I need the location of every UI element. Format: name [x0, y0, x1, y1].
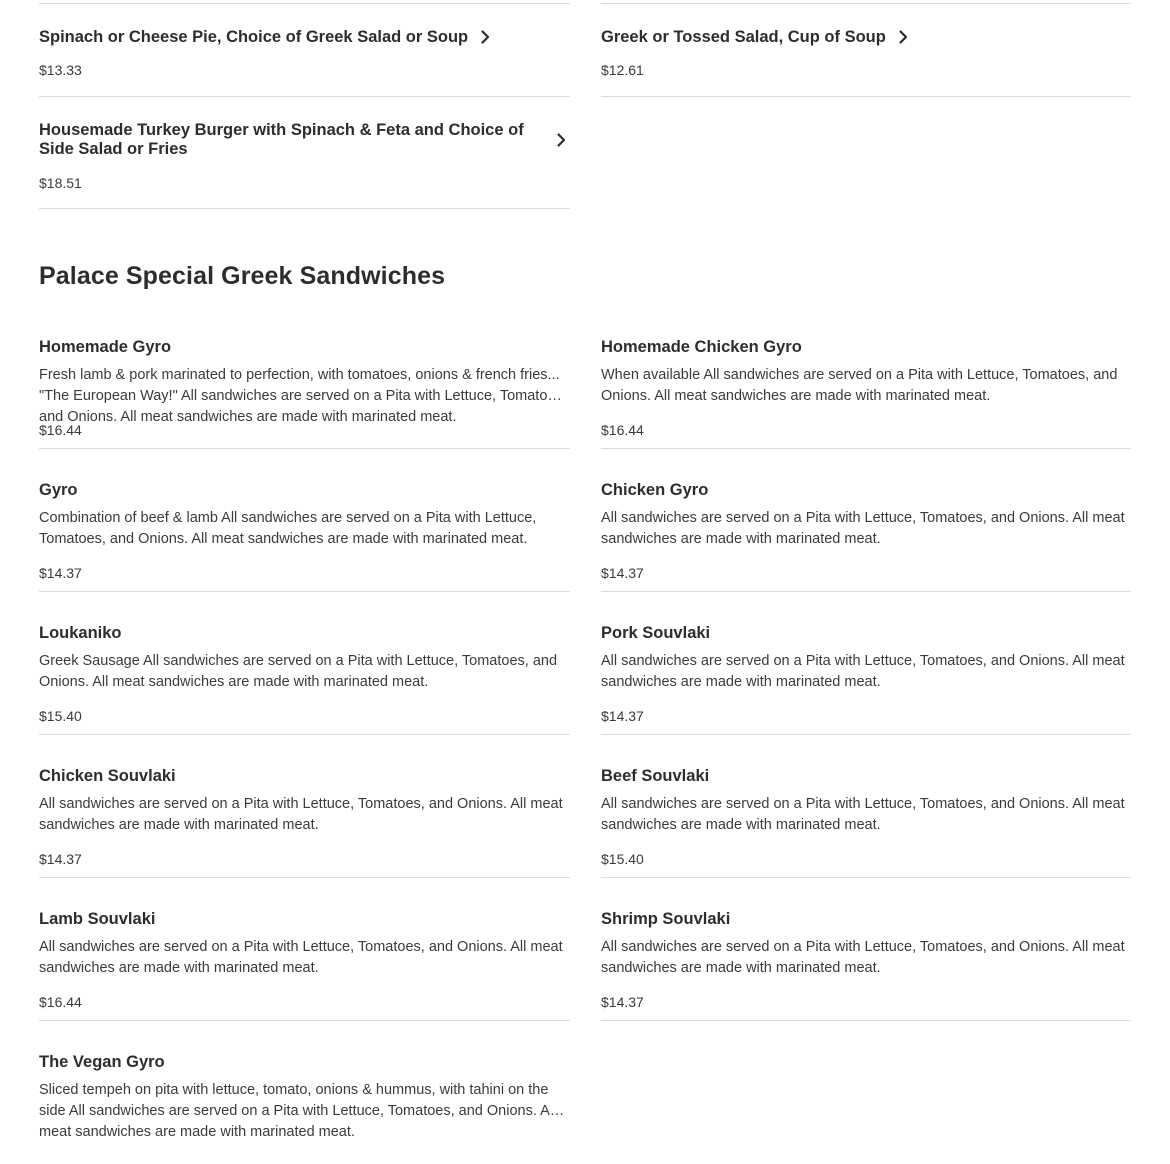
menu-item-name: Gyro [39, 481, 78, 499]
menu-item-loukaniko[interactable] [39, 619, 570, 735]
menu-item-price: $13.33 [39, 62, 82, 78]
menu-item-name: Homemade Gyro [39, 338, 172, 356]
menu-item-description: All sandwiches are served on a Pita with Lettuce, Tomatoes, and Onions. All meat sandwiches are made with marinated meat. [601, 510, 1125, 547]
divider [601, 3, 1131, 4]
menu-item-title: Spinach or Cheese Pie, Choice of Greek Salad or Soup [39, 27, 469, 46]
menu-item-shrimp-souvlaki[interactable] [601, 905, 1131, 1021]
menu-item-description: All sandwiches are served on a Pita with Lettuce, Tomatoes, and Onions. All meat sandwiches are made with marinated meat. [601, 796, 1125, 833]
menu-item-beef-souvlaki[interactable] [601, 762, 1131, 878]
menu-item-name: Pork Souvlaki [601, 624, 711, 642]
divider [39, 3, 570, 4]
menu-item-price: $16.44 [39, 422, 82, 438]
menu-item-price: $12.61 [601, 62, 644, 78]
menu-item-description: All sandwiches are served on a Pita with Lettuce, Tomatoes, and Onions. All meat sandwiches are made with marinated meat. [39, 939, 563, 976]
menu-item-spinach-cheese-pie[interactable] [39, 27, 570, 97]
menu-item-chicken-gyro[interactable] [601, 476, 1131, 592]
menu-item-title: Housemade Turkey Burger with Spinach & Feta and Choice of Side Salad or Fries [39, 121, 524, 158]
menu-item-price: $14.37 [601, 994, 644, 1010]
menu-item-price: $16.44 [39, 994, 82, 1010]
menu-item-price: $15.40 [39, 708, 82, 724]
menu-item-turkey-burger[interactable] [39, 120, 570, 209]
menu-item-description: All sandwiches are served on a Pita with Lettuce, Tomatoes, and Onions. All meat sandwiches are made with marinated meat. [39, 796, 563, 833]
menu-item-lamb-souvlaki[interactable] [39, 905, 570, 1021]
menu-item-name: Chicken Gyro [601, 481, 709, 499]
menu-item-price: $15.40 [601, 851, 644, 867]
menu-item-greek-tossed-salad[interactable] [601, 27, 1131, 97]
menu-item-title: Greek or Tossed Salad, Cup of Soup [601, 27, 886, 46]
menu-item-name: Shrimp Souvlaki [601, 910, 731, 928]
menu-item-name: Chicken Souvlaki [39, 767, 176, 785]
menu-item-name: Lamb Souvlaki [39, 910, 156, 928]
menu-item-price: $18.51 [39, 175, 82, 191]
menu-item-price: $14.37 [39, 565, 82, 581]
menu-item-pork-souvlaki[interactable] [601, 619, 1131, 735]
menu-item-homemade-chicken-gyro[interactable] [601, 333, 1131, 449]
menu-item-description: All sandwiches are served on a Pita with Lettuce, Tomatoes, and Onions. All meat sandwiches are made with marinated meat. [601, 653, 1125, 690]
chevron-right-icon [476, 28, 494, 46]
menu-item-price: $14.37 [601, 708, 644, 724]
menu-item-homemade-gyro[interactable] [39, 333, 570, 449]
menu-item-vegan-gyro[interactable] [39, 1048, 570, 1164]
menu-item-name: The Vegan Gyro [39, 1053, 165, 1071]
menu-item-price: $16.44 [601, 422, 644, 438]
menu-item-gyro[interactable] [39, 476, 570, 592]
menu-item-description: All sandwiches are served on a Pita with Lettuce, Tomatoes, and Onions. All meat sandwiches are made with marinated meat. [601, 939, 1125, 976]
section-title: Palace Special Greek Sandwiches [39, 262, 446, 290]
menu-item-description: Greek Sausage All sandwiches are served on a Pita with Lettuce, Tomatoes, and Onions. All meat sandwiches are made with marinated meat. [39, 653, 558, 690]
menu-item-name: Beef Souvlaki [601, 767, 710, 785]
chevron-right-icon [552, 131, 570, 149]
menu-item-description: Sliced tempeh on pita with lettuce, tomato, onions & hummus, with tahini on the side All sandwiches are served on a Pita with Lettuce, Tomatoes, and Onions. All meat sandwiches are made with marinated meat. [39, 1082, 557, 1140]
menu-item-price: $14.37 [601, 565, 644, 581]
menu-item-name: Homemade Chicken Gyro [601, 338, 802, 356]
menu-item-description: Fresh lamb & pork marinated to perfection, with tomatoes, onions & french fries... "The European Way!" All sandwiches are served on a Pita with Lettuce, Tomatoes, and Onions. All meat sandwiches are made with marinated meat. [39, 367, 567, 425]
menu-item-chicken-souvlaki[interactable] [39, 762, 570, 878]
chevron-right-icon [894, 28, 912, 46]
menu-item-description: When available All sandwiches are served on a Pita with Lettuce, Tomatoes, and Onions. All meat sandwiches are made with marinated meat. [601, 367, 1118, 404]
menu-item-name: Loukaniko [39, 624, 122, 642]
menu-item-description: Combination of beef & lamb All sandwiches are served on a Pita with Lettuce, Tomatoes, and Onions. All meat sandwiches are made with marinated meat. [39, 510, 537, 547]
menu-item-price: $14.37 [39, 851, 82, 867]
